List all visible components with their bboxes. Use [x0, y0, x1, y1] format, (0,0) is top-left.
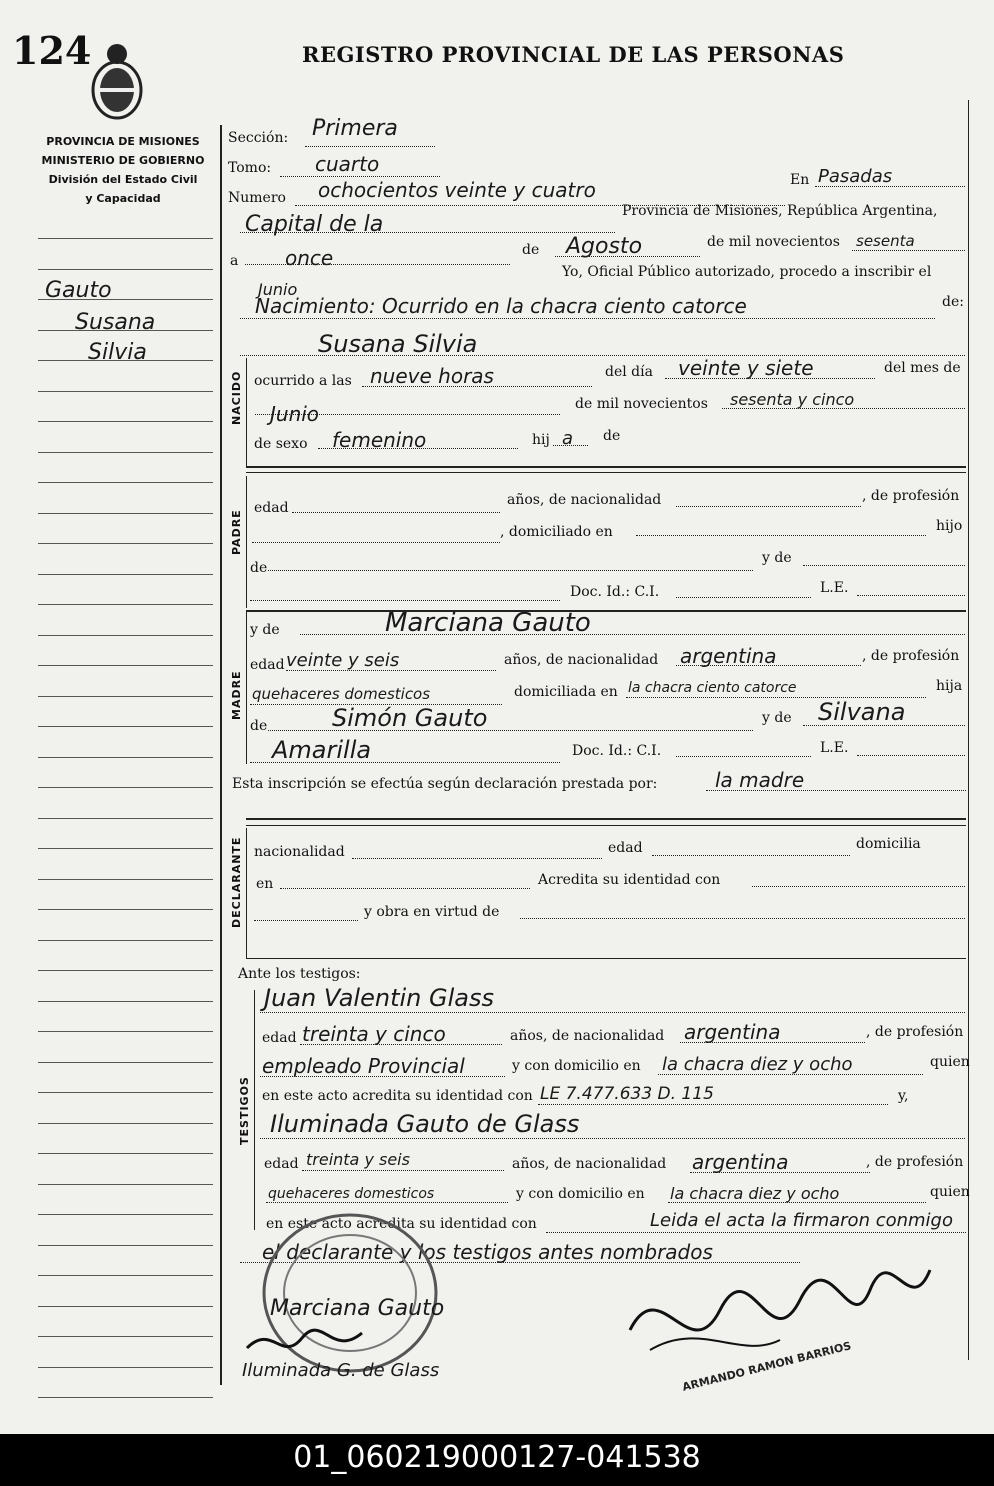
margin-ruled-line: [38, 1123, 213, 1124]
margin-ruled-line: [38, 665, 213, 666]
page-number: 124: [12, 28, 92, 73]
margin-ruled-line: [38, 452, 213, 453]
form-right-border: [968, 100, 969, 1360]
margin-ruled-line: [38, 1031, 213, 1032]
office-line: División del Estado Civil: [48, 173, 198, 186]
margin-ruled-line: [38, 696, 213, 697]
label-domiciliado: , domiciliado en: [500, 524, 613, 540]
margin-ruled-line: [38, 818, 213, 819]
section-padre: PADRE: [230, 509, 243, 555]
margin-ruled-line: [38, 1092, 213, 1093]
national-seal-icon: [88, 40, 146, 122]
label-quien-t2: quien: [930, 1184, 970, 1200]
value-t1-dom: la chacra diez y ocho: [662, 1054, 853, 1075]
value-dia: once: [285, 246, 334, 270]
label-doc-madre: Doc. Id.: C.I.: [572, 743, 662, 759]
section-testigos: TESTIGOS: [238, 1076, 251, 1145]
office-line: y Capacidad: [85, 192, 161, 205]
form-left-border: [220, 125, 222, 1385]
section-rule: [246, 610, 966, 612]
margin-ruled-line: [38, 1245, 213, 1246]
label-quien-t1: quien: [930, 1054, 970, 1070]
label-acto-t1: en este acto acredita su identidad con: [262, 1088, 533, 1104]
margin-ruled-line: [38, 1397, 213, 1398]
value-en: Pasadas: [818, 166, 893, 187]
value-hij-suffix: a: [562, 428, 574, 449]
section-declarante: DECLARANTE: [230, 836, 243, 928]
field-line: [676, 597, 811, 598]
margin-ruled-line: [38, 1153, 213, 1154]
field-line: [676, 665, 861, 666]
value-numero: ochocientos veinte y cuatro: [318, 178, 596, 202]
field-line: [546, 1232, 966, 1233]
office-line: MINISTERIO DE GOBIERNO: [41, 154, 205, 167]
label-domiciliada: domiciliada en: [514, 684, 618, 700]
label-de-colon: de:: [942, 294, 964, 310]
margin-ruled-line: [38, 391, 213, 392]
section-rule: [246, 466, 966, 468]
field-line: [250, 600, 560, 601]
section-divider: [254, 990, 255, 1230]
value-nombre: Susana Silvia: [318, 330, 478, 358]
section-madre: MADRE: [230, 670, 243, 720]
margin-ruled-line: [38, 238, 213, 239]
section-rule: [246, 825, 966, 826]
field-line: [803, 565, 965, 566]
value-anio-nac: sesenta y cinco: [730, 390, 855, 409]
field-line: [268, 730, 753, 731]
field-line: [362, 386, 592, 387]
value-sexo: femenino: [332, 428, 427, 452]
field-line: [292, 512, 500, 513]
footer-id: 01_060219000127-041538: [293, 1440, 701, 1475]
value-t2-prof: quehaceres domesticos: [268, 1186, 435, 1202]
field-line: [280, 888, 530, 889]
label-hija: hija: [936, 678, 963, 694]
label-numero: Numero: [228, 190, 286, 206]
field-line: [752, 886, 965, 887]
label-anos-nac-t2: años, de nacionalidad: [512, 1156, 667, 1172]
value-t2-dom: la chacra diez y ocho: [670, 1184, 840, 1203]
value-tomo: cuarto: [315, 152, 380, 176]
document-title: REGISTRO PROVINCIAL DE LAS PERSONAS: [302, 42, 845, 67]
field-line: [852, 250, 965, 251]
label-a: a: [230, 253, 239, 269]
field-line: [240, 232, 615, 233]
field-line: [260, 1138, 965, 1139]
field-line: [815, 186, 965, 187]
field-line: [318, 448, 518, 449]
label-edad-t2: edad: [264, 1156, 299, 1172]
section-divider: [246, 612, 247, 764]
margin-ruled-line: [38, 513, 213, 514]
margin-ruled-line: [38, 1367, 213, 1368]
margin-ruled-line: [38, 1001, 213, 1002]
value-nacimiento: Nacimiento: Ocurrido en la chacra ciento catorce: [255, 294, 747, 318]
signature-testigo: Iluminada G. de Glass: [242, 1360, 440, 1381]
field-line: [555, 256, 700, 257]
value-declarante: la madre: [715, 768, 805, 792]
label-sexo: de sexo: [254, 436, 308, 452]
margin-ruled-line: [38, 726, 213, 727]
field-line: [652, 855, 850, 856]
field-line: [803, 725, 965, 726]
value-anio: sesenta: [856, 232, 915, 250]
label-nacionalidad-decl: nacionalidad: [254, 844, 345, 860]
label-anos-nac-padre: años, de nacionalidad: [507, 492, 662, 508]
field-line: [305, 146, 435, 147]
label-obra: y obra en virtud de: [364, 904, 500, 920]
label-en-decl: en: [256, 876, 274, 892]
field-line: [268, 570, 753, 571]
field-line: [300, 1044, 502, 1045]
label-con-domicilio-t1: y con domicilio en: [512, 1058, 641, 1074]
field-line: [352, 858, 602, 859]
label-profesion-padre: , de profesión: [862, 488, 960, 504]
field-line: [240, 318, 935, 319]
value-madre-nac: argentina: [680, 644, 777, 668]
label-provincia: Provincia de Misiones, República Argentina,: [622, 203, 938, 219]
value-t1-nombre: Juan Valentin Glass: [264, 984, 494, 1012]
label-del-mes: del mes de: [884, 360, 961, 376]
value-dia-nac: veinte y siete: [678, 356, 814, 380]
margin-ruled-line: [38, 970, 213, 971]
section-divider: [246, 828, 247, 958]
value-madre-edad: veinte y seis: [286, 650, 400, 671]
label-testigos: Ante los testigos:: [238, 966, 361, 982]
field-line: [680, 1042, 865, 1043]
label-y-coma: y,: [898, 1088, 909, 1104]
label-de-2: de: [603, 428, 621, 444]
value-t2-nac: argentina: [692, 1150, 789, 1174]
field-line: [240, 355, 965, 356]
label-inscripcion: Esta inscripción se efectúa según declaración prestada por:: [232, 776, 658, 792]
field-line: [668, 1202, 926, 1203]
field-line: [636, 535, 926, 536]
field-line: [690, 1172, 870, 1173]
margin-ruled-line: [38, 1214, 213, 1215]
value-cierre-1: Leida el acta la firmaron conmigo: [650, 1210, 953, 1231]
office-block: [28, 132, 218, 208]
margin-ruled-line: [38, 848, 213, 849]
value-abuela-2: Amarilla: [272, 736, 372, 764]
label-profesion-t1: , de profesión: [866, 1024, 964, 1040]
label-anos-nac-t1: años, de nacionalidad: [510, 1028, 665, 1044]
field-line: [857, 755, 965, 756]
field-line: [676, 506, 861, 507]
section-divider: [246, 358, 247, 466]
value-t1-prof: empleado Provincial: [262, 1054, 465, 1078]
label-con-domicilio-t2: y con domicilio en: [516, 1186, 645, 1202]
label-anos-nac-madre: años, de nacionalidad: [504, 652, 659, 668]
field-line: [266, 1202, 508, 1203]
section-rule: [246, 818, 966, 820]
section-nacido: NACIDO: [230, 370, 243, 425]
value-t1-edad: treinta y cinco: [302, 1022, 446, 1046]
official-stamp-text: ARMANDO RAMON BARRIOS: [681, 1339, 853, 1394]
label-de-madre: de: [250, 718, 268, 734]
field-line: [538, 1104, 888, 1105]
label-edad-madre: edad: [250, 657, 285, 673]
value-madre-dom: la chacra ciento catorce: [628, 680, 797, 696]
field-line: [722, 408, 965, 409]
field-line: [250, 762, 560, 763]
field-line: [676, 756, 811, 757]
value-t1-doc: LE 7.477.633 D. 115: [540, 1084, 714, 1104]
field-line: [260, 1012, 965, 1013]
label-acredita: Acredita su identidad con: [538, 872, 721, 888]
margin-ruled-line: [38, 1275, 213, 1276]
margin-ruled-line: [38, 1306, 213, 1307]
label-domicilia: domicilia: [856, 836, 921, 852]
label-seccion: Sección:: [228, 130, 289, 146]
value-t1-nac: argentina: [684, 1020, 781, 1044]
label-del-dia: del día: [605, 364, 653, 380]
section-divider: [246, 476, 247, 608]
margin-ruled-line: [38, 1184, 213, 1185]
value-madre-prof: quehaceres domesticos: [252, 685, 431, 703]
label-en: En: [790, 172, 810, 188]
margin-ruled-line: [38, 940, 213, 941]
value-mes-nac: Junio: [270, 402, 320, 426]
value-cierre-2: el declarante y los testigos antes nombrados: [262, 1240, 713, 1264]
field-line: [280, 176, 440, 177]
field-line: [665, 378, 875, 379]
margin-ruled-line: [38, 787, 213, 788]
label-de: de: [522, 242, 540, 258]
margin-ruled-line: [38, 879, 213, 880]
value-inscribir: Junio: [258, 280, 298, 299]
field-line: [706, 790, 966, 791]
value-t2-nombre: Iluminada Gauto de Glass: [270, 1110, 580, 1138]
label-y-de-padre: y de: [762, 550, 792, 566]
value-t2-edad: treinta y seis: [306, 1150, 410, 1169]
footer-bar: [0, 1434, 994, 1486]
field-line: [302, 1170, 504, 1171]
margin-ruled-line: [38, 909, 213, 910]
label-edad-t1: edad: [262, 1030, 297, 1046]
margin-ruled-line: [38, 604, 213, 605]
margin-name-1: Susana: [75, 310, 156, 335]
margin-ruled-line: [38, 421, 213, 422]
label-ocurrido: ocurrido a las: [254, 373, 352, 389]
label-y-de-madre-2: y de: [762, 710, 792, 726]
section-rule: [246, 958, 966, 959]
label-de-padre: de: [250, 560, 268, 576]
margin-surname: Gauto: [45, 278, 112, 303]
margin-ruled-line: [38, 635, 213, 636]
field-line: [857, 595, 965, 596]
label-tomo: Tomo:: [228, 160, 272, 176]
margin-ruled-line: [38, 543, 213, 544]
value-mes: Agosto: [566, 234, 643, 259]
field-line: [300, 634, 965, 635]
label-profesion-madre: , de profesión: [862, 648, 960, 664]
label-doc-padre: Doc. Id.: C.I.: [570, 584, 660, 600]
value-abuelo: Simón Gauto: [332, 704, 488, 732]
margin-ruled-line: [38, 1336, 213, 1337]
value-hora: nueve horas: [370, 364, 494, 388]
label-edad-decl: edad: [608, 840, 643, 856]
field-line: [255, 414, 560, 415]
field-line: [260, 1076, 505, 1077]
field-line: [553, 445, 588, 446]
label-yo: Yo, Oficial Público autorizado, procedo a inscribir el: [562, 264, 932, 280]
label-profesion-t2: , de profesión: [866, 1154, 964, 1170]
value-madre-nombre: Marciana Gauto: [385, 608, 591, 638]
margin-name-2: Silvia: [88, 340, 147, 365]
label-y-de-madre: y de: [250, 622, 280, 638]
office-line: PROVINCIA DE MISIONES: [46, 135, 200, 148]
label-acto-t2: en este acto acredita su identidad con: [266, 1216, 537, 1232]
field-line: [286, 670, 496, 671]
field-line: [658, 1074, 923, 1075]
margin-ruled-line: [38, 574, 213, 575]
label-le-madre: L.E.: [820, 740, 849, 756]
label-hijo: hijo: [936, 518, 963, 534]
field-line: [245, 264, 510, 265]
label-hij: hij: [532, 432, 550, 448]
label-de-mil-2: de mil novecientos: [575, 396, 708, 412]
value-abuela: Silvana: [818, 698, 906, 726]
label-de-mil: de mil novecientos: [707, 234, 840, 250]
field-line: [254, 920, 358, 921]
label-le-padre: L.E.: [820, 580, 849, 596]
label-edad-padre: edad: [254, 500, 289, 516]
margin-ruled-line: [38, 269, 213, 270]
margin-ruled-line: [38, 482, 213, 483]
field-line: [252, 542, 500, 543]
margin-ruled-line: [38, 1062, 213, 1063]
section-rule: [246, 472, 966, 473]
field-line: [520, 918, 965, 919]
value-capital: Capital de la: [245, 212, 384, 237]
signature-madre: Marciana Gauto: [270, 1296, 445, 1321]
value-seccion: Primera: [312, 116, 398, 141]
margin-ruled-line: [38, 757, 213, 758]
